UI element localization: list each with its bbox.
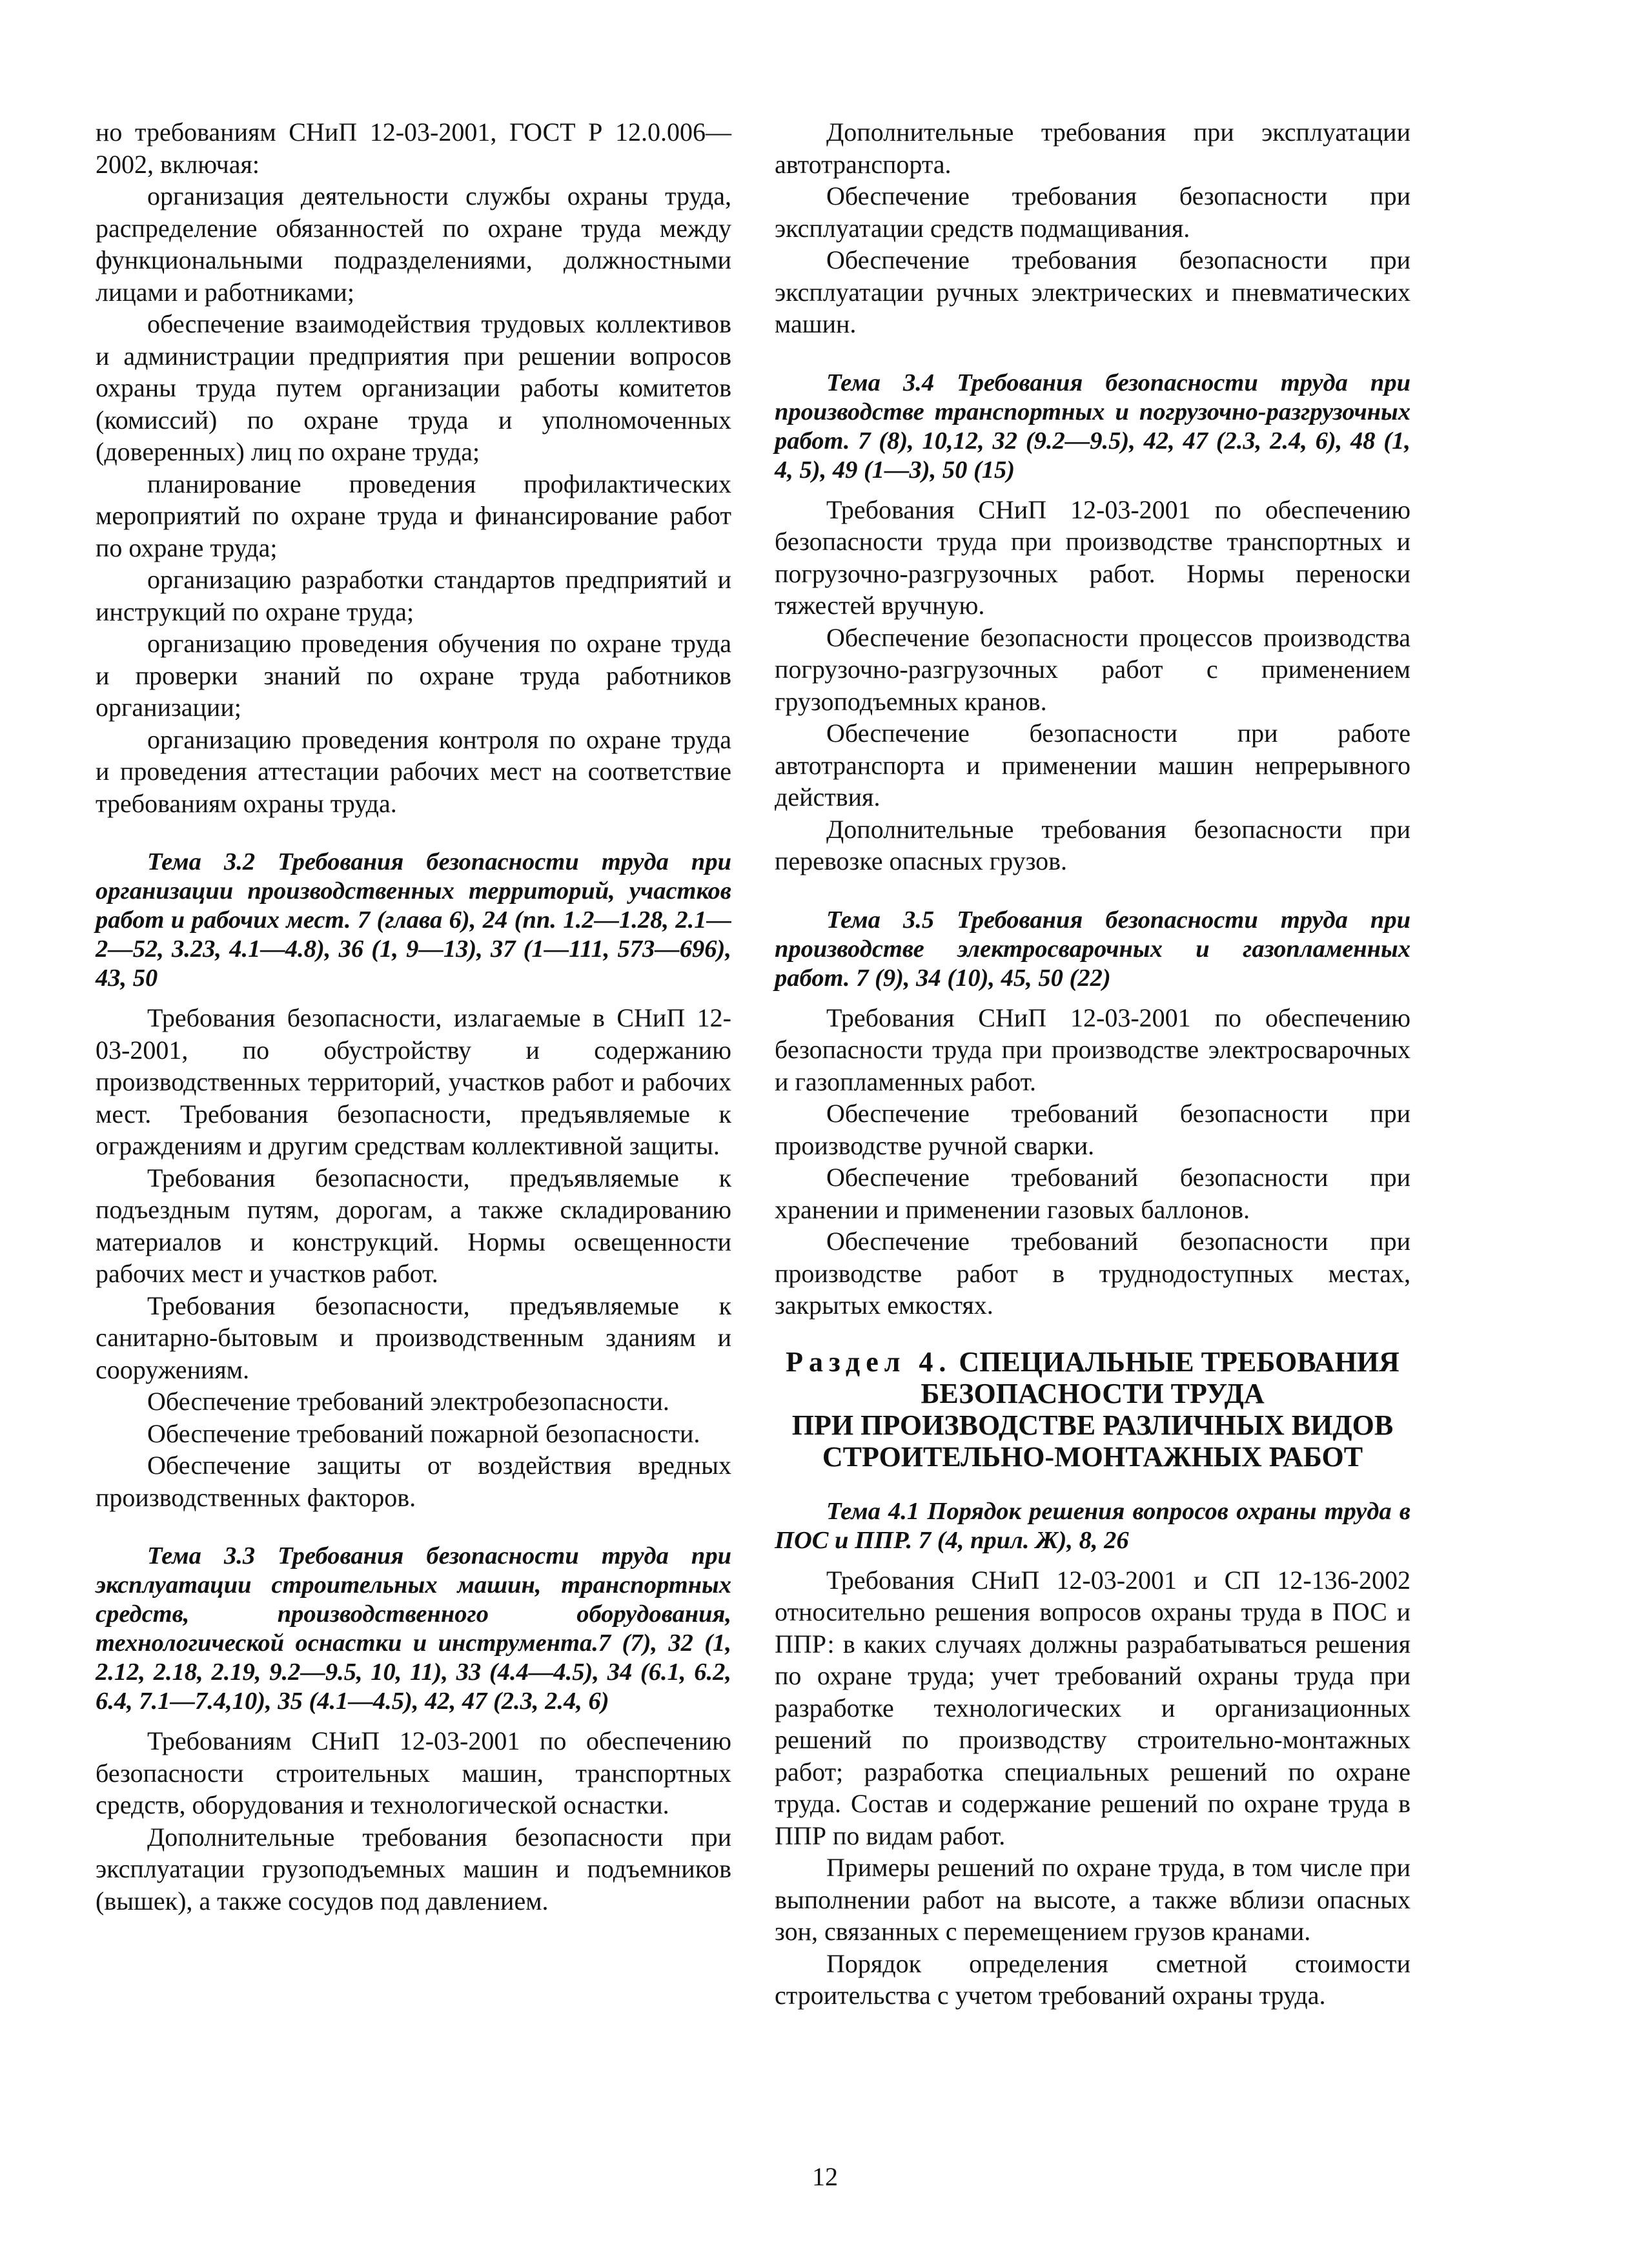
list-item: организацию проведения контроля по охране труда и проведения аттестации рабочих мест на соответствие требованиям охраны труда. <box>96 724 731 818</box>
section-4-heading <box>775 1346 1411 1473</box>
page-number: 12 <box>812 2162 838 2191</box>
list-item: организацию разработки стандартов предприятий и инструкций по охране труда; <box>96 565 731 626</box>
section-title: СПЕЦИАЛЬНЫЕ ТРЕБОВАНИЯ <box>959 1345 1400 1378</box>
section-heading-line: СТРОИТЕЛЬНО-МОНТАЖНЫХ РАБОТ <box>822 1440 1363 1473</box>
paragraph: Обеспечение требований пожарной безопасности. <box>147 1418 700 1448</box>
list-item: организация деятельности службы охраны труда, распределение обязанностей по охране труда между функциональными подразделениями, должностными лицами и работниками; <box>96 181 731 307</box>
paragraph: Обеспечение требований безопасности при хранении и применении газовых баллонов. <box>775 1163 1411 1224</box>
left-column <box>96 116 731 1917</box>
list-item: обеспечение взаимодействия трудовых коллективов и администрации предприятия при решении вопросов охраны труда путем организации работы комитетов (комиссий) по охране труда и уполномоченных (доверенных) лиц по охране труда; <box>96 309 731 466</box>
paragraph: Требованиям СНиП 12-03-2001 по обеспечению безопасности строительных машин, транспортных средств, оборудования и технологической оснастки. <box>96 1726 731 1819</box>
paragraph: Дополнительные требования безопасности при эксплуатации грузоподъемных машин и подъемников (вышек), а также сосудов под давлением. <box>96 1822 731 1916</box>
paragraph: Обеспечение безопасности процессов производства погрузочно-разгрузочных работ с применением грузоподъемных кранов. <box>775 622 1411 716</box>
paragraph: Дополнительные требования безопасности при перевозке опасных грузов. <box>775 814 1411 875</box>
paragraph: Обеспечение требований безопасности при производстве ручной сварки. <box>775 1099 1411 1160</box>
paragraph: Примеры решений по охране труда, в том числе при выполнении работ на высоте, а также вблизи опасных зон, связанных с перемещением грузов кранами. <box>775 1853 1411 1946</box>
paragraph: Требования СНиП 12-03-2001 по обеспечению безопасности труда при производстве электросварочных и газопламенных работ. <box>775 1003 1411 1096</box>
paragraph: Обеспечение требования безопасности при эксплуатации средств подмащивания. <box>775 181 1411 243</box>
paragraph: Порядок определения сметной стоимости строительства с учетом требований охраны труда. <box>775 1948 1411 2010</box>
theme-3-4-heading: Тема 3.4 Требования безопасности труда при производстве транспортных и погрузочно-разгрузочных работ. 7 (8), 10,12, 32 (9.2—9.5), 42, 47 (2.3, 2.4, 6), 48 (1, 4, 5), 49 (1—3), 50 (15) <box>775 369 1411 484</box>
right-column <box>775 116 1411 2012</box>
paragraph: Обеспечение требования безопасности при эксплуатации ручных электрических и пневматических машин. <box>775 245 1411 338</box>
list-item: планирование проведения профилактических мероприятий по охране труда и финансирование работ по охране труда; <box>96 469 731 562</box>
list-item: организацию проведения обучения по охране труда и проверки знаний по охране труда работников организации; <box>96 629 731 722</box>
section-prefix: Раздел 4. <box>786 1345 952 1378</box>
paragraph: Обеспечение безопасности при работе автотранспорта и применении машин непрерывного действия. <box>775 719 1411 812</box>
theme-3-2-heading: Тема 3.2 Требования безопасности труда при организации производственных территорий, участков работ и рабочих мест. 7 (глава 6), 24 (пп. 1.2—1.28, 2.1—2—52, 3.23, 4.1—4.8), 36 (1, 9—13), 37 (1—111, 573—696), 43, 50 <box>96 848 731 992</box>
paragraph: Дополнительные требования при эксплуатации автотранспорта. <box>775 117 1411 179</box>
paragraph: Обеспечение требований безопасности при производстве работ в труднодоступных местах, закрытых емкостях. <box>775 1227 1411 1320</box>
theme-3-5-heading: Тема 3.5 Требования безопасности труда при производстве электросварочных и газопламенных работ. 7 (9), 34 (10), 45, 50 (22) <box>775 906 1411 992</box>
paragraph: Требования безопасности, предъявляемые к подъездным путям, дорогам, а также складированию материалов и конструкций. Нормы освещенности рабочих мест и участков работ. <box>96 1163 731 1288</box>
theme-4-1-heading: Тема 4.1 Порядок решения вопросов охраны труда в ПОС и ППР. 7 (4, прил. Ж), 8, 26 <box>775 1497 1411 1554</box>
section-heading-line: БЕЗОПАСНОСТИ ТРУДА <box>921 1377 1265 1409</box>
paragraph: Обеспечение требований электробезопасности. <box>147 1387 669 1416</box>
paragraph: Требования безопасности, излагаемые в СНиП 12-03-2001, по обустройству и содержанию производственных территорий, участков работ и рабочих мест. Требования безопасности, предъявляемые к ограждениям и другим средствам коллективной защиты. <box>96 1003 731 1160</box>
paragraph: Требования СНиП 12-03-2001 и СП 12-136-2002 относительно решения вопросов охраны труда в ПОС и ППР: в каких случаях должны разрабатываться решения по охране труда; учет требований охраны труда при разработке технологических и организационных решений по производству строительно-монтажных работ; разработка специальных решений по охране труда. Состав и содержание решений по охране труда в ППР по видам работ. <box>775 1565 1411 1850</box>
paragraph: Обеспечение защиты от воздействия вредных производственных факторов. <box>96 1451 731 1512</box>
paragraph: Требования СНиП 12-03-2001 по обеспечению безопасности труда при производстве транспортных и погрузочно-разгрузочных работ. Нормы переноски тяжестей вручную. <box>775 495 1411 620</box>
section-heading-line <box>775 1346 1411 1378</box>
section-heading-line: ПРИ ПРОИЗВОДСТВЕ РАЗЛИЧНЫХ ВИДОВ <box>791 1409 1394 1441</box>
intro-paragraph: но требованиям СНиП 12-03-2001, ГОСТ Р 12.0.006—2002, включая: <box>96 117 731 179</box>
paragraph: Требования безопасности, предъявляемые к санитарно-бытовым и производственным зданиям и сооружениям. <box>96 1291 731 1384</box>
theme-3-3-heading: Тема 3.3 Требования безопасности труда при эксплуатации строительных машин, транспортных средств, производственного оборудования, технологической оснастки и инструмента.7 (7), 32 (1, 2.12, 2.18, 2.19, 9.2—9.5, 10, 11), 33 (4.4—4.5), 34 (6.1, 6.2, 6.4, 7.1—7.4,10), 35 (4.1—4.5), 42, 47 (2.3, 2.4, 6) <box>96 1542 731 1715</box>
